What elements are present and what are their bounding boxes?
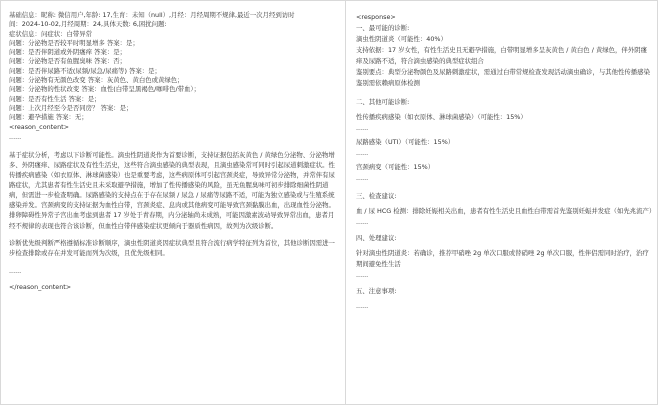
diagnosis-item: 性传播疾病感染（如衣原体、淋球菌感染）（可能性：15%） — [356, 113, 527, 121]
ellipsis: ...... — [356, 124, 369, 132]
ellipsis: ...... — [356, 218, 369, 226]
qa-line: 问题：分泌物有无颜色改变 答案：灰黄色、黄白色或黄绿色； — [9, 76, 184, 85]
section-title: 一、最可能的诊断: — [356, 24, 410, 32]
treatment-advice: 针对滴虫性阴道炎：若确诊，推荐甲硝唑 2g 单次口服或替硝唑 2g 单次口服，性伴侣需同时治疗，治疗期间避免性生活 — [356, 249, 649, 268]
reason-panel — [1, 1, 346, 404]
qa-line: 问题：上次月经至今是否同房？ 答案：是； — [9, 103, 133, 112]
ellipsis: ...... — [356, 302, 369, 310]
reason-open-tag: <reason_content> — [9, 122, 69, 131]
section-title: 四、处理建议: — [356, 234, 397, 242]
qa-line: 问题：分泌物是否有鱼腥臭味 答案：否； — [9, 57, 127, 66]
differential-points: 鉴别要点：典型分泌物颜色及尿路刺激症状，需通过白带常规检查发现活动滴虫确诊，与其他性传播感染鉴别需依赖病原体检测 — [356, 68, 650, 87]
ellipsis: ...... — [9, 132, 22, 141]
response-panel — [346, 1, 659, 404]
diagnosis-item: 尿路感染（UTI）（可能性：15%） — [356, 138, 455, 146]
qa-line: 问题：是否伴尿路不适(尿频/尿急/尿痛等) 答案：是； — [9, 66, 161, 75]
reason-close-tag: </reason_content> — [9, 282, 72, 291]
qa-line: 问题：分泌物的性状改变 答案：血性(白带呈黑褐色/咖啡色/带血）； — [9, 85, 200, 94]
ellipsis: ...... — [9, 266, 22, 275]
response-open-tag: <response> — [356, 13, 396, 21]
ellipsis: ...... — [356, 149, 369, 157]
qa-line: 问题：分泌物是否较平时明显增多 答案：是； — [9, 38, 139, 47]
header-line: 间：2024-10-02,月经周期：24,具体天数: 6,困扰问题: — [9, 20, 167, 29]
header-line: 症状信息：问症状：白带异常 — [9, 29, 93, 38]
qa-line: 问题：是否有性生活 答案：是； — [9, 94, 101, 103]
diagnosis-item: 宫颈病变（可能性：15%） — [356, 163, 435, 171]
diagnosis-name: 滴虫性阴道炎（可能性：40%） — [356, 35, 447, 43]
reason-paragraph: 诊断优先级判断严格遵循标准诊断顺序，滴虫性阴道炎因症状典型且符合流行病学特征列为首位，其他诊断因需进一步检查排除或存在并发可能而列为次级，且优先级相同。 — [9, 238, 335, 257]
qa-line: 问题：避孕措施 答案：无； — [9, 113, 88, 122]
ellipsis: ...... — [356, 174, 369, 182]
ellipsis: ...... — [356, 271, 369, 279]
section-title: 三、检查建议: — [356, 192, 397, 200]
qa-line: 问题：是否伴阴道或外阴瘙痒 答案：是； — [9, 48, 127, 57]
section-title: 五、注意事项: — [356, 287, 397, 295]
support-basis: 支持依据：17 岁女性，有性生活史且无避孕措施，白带明显增多呈灰黄色 / 黄白色 / 黄绿色，伴外阴瘙痒及尿路不适，符合滴虫感染的典型症状组合 — [356, 46, 647, 65]
exam-advice: 血 / 尿 HCG 检测：排除妊娠相关出血，患者有性生活史且血性白带需首先鉴别妊娠并发症（如先兆流产） — [356, 207, 656, 215]
reason-paragraph: 基于症状分析，考虑以下诊断可能性。滴虫性阴道炎作为首要诊断，支持证据包括灰黄色 / 黄绿色分泌物、分泌物增多、外阴瘙痒、尿路症状及有性生活史，这些符合滴虫感染的典型表现，且滴虫感染常可同时引起尿道刺激症状。性传播疾病感染（如衣原体、淋球菌感染）也是重要考虑，这些病原体可引起宫颈炎症，导致异常分泌物，并常伴有尿路症状，尤其患者有性生活史且未采取避孕措施，增加了性传播感染的风险，虽无鱼腥臭味可初步排除细菌性阴道病，但需进一步检查明确。尿路感染的支持点在于存在尿频 / 尿急 / 尿痛等尿路不适，可能为独立感染或与生殖系统感染并发。宫颈病变的支持证据为血性白带，宫颈炎症、息肉或其他病变可能导致宫颈黏膜出血，出现血性分泌物。排卵障碍性异常子宫出血考虑到患者 17 岁处于青春期，内分泌轴尚未成熟，可能因激素波动导致异常出血，患者月经不规律的表现也符合该诊断，但血性白带伴感染症状更倾向于器质性病因，故列为次级诊断。 — [9, 150, 335, 230]
section-title: 二、其他可能诊断: — [356, 98, 410, 106]
header-line: 基础信息：昵称: 微信用户,年龄: 17,生育：未知（null）,月经：月经周期不规律,最近一次月经到访时 — [9, 11, 295, 19]
